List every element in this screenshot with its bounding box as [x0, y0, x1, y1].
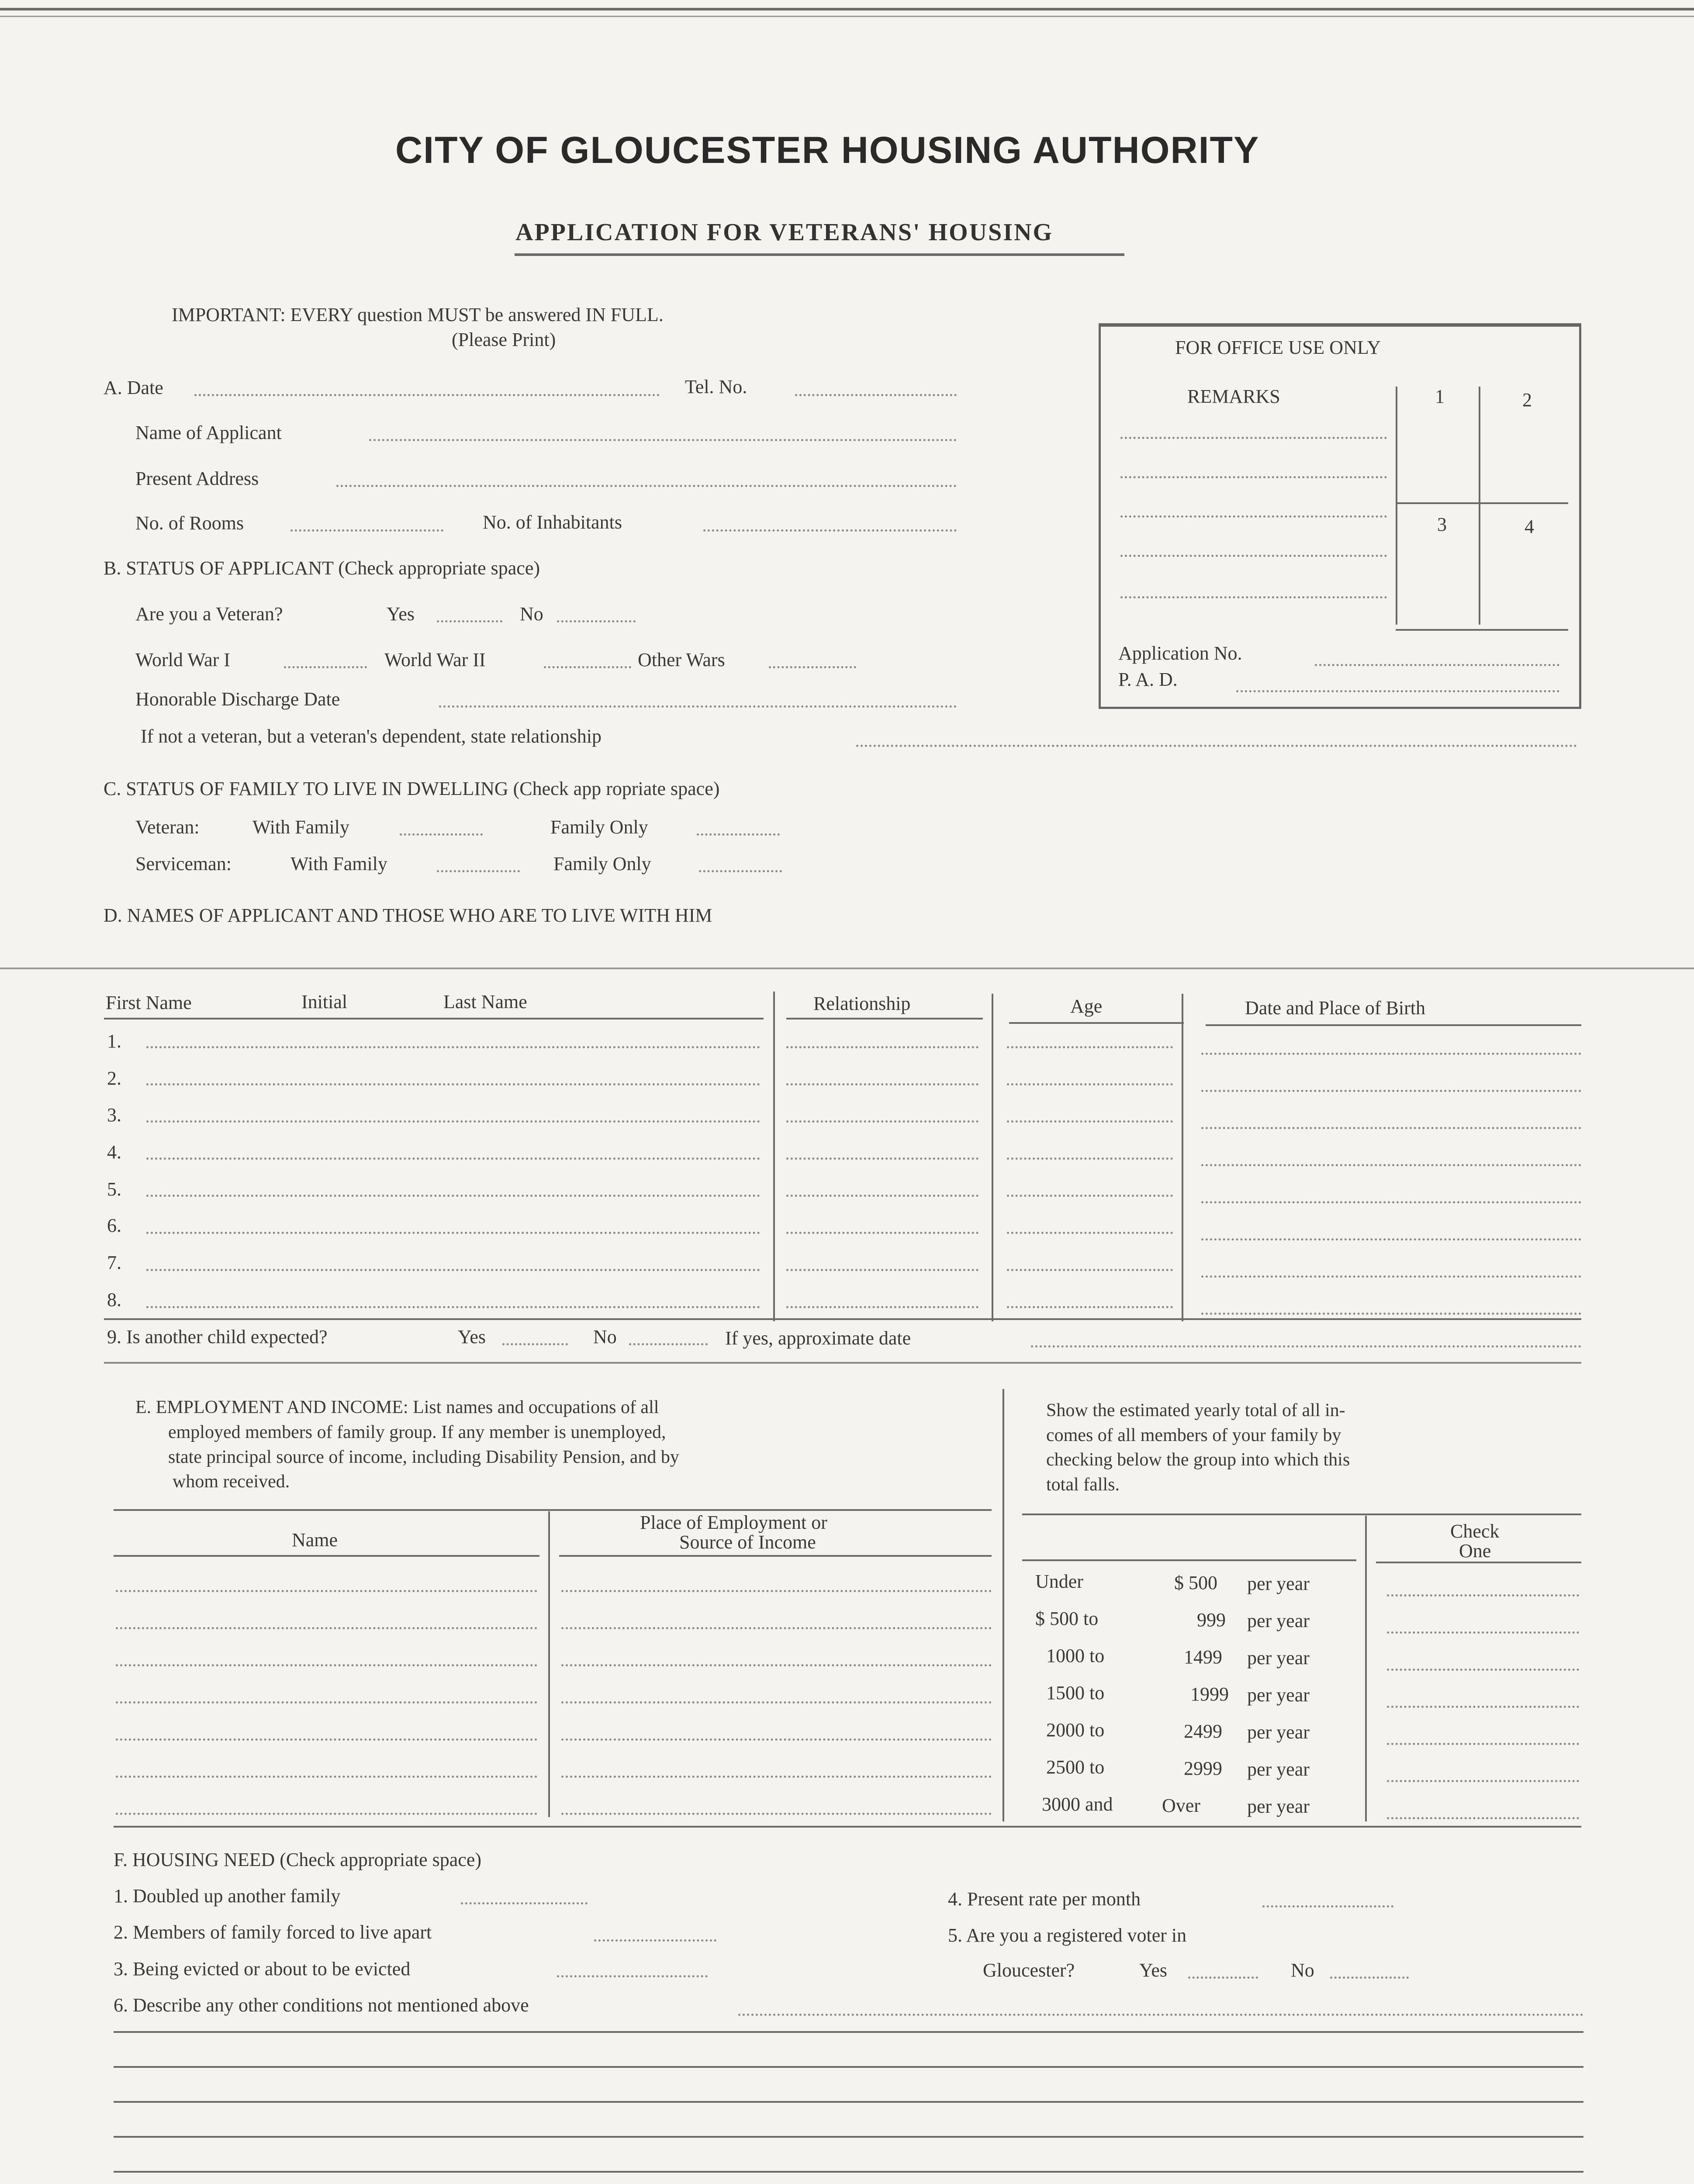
veteran-yes-field[interactable]: [437, 620, 502, 622]
col-place-2: Source of Income: [679, 1531, 816, 1553]
inhabitants-field[interactable]: [703, 529, 957, 532]
household-header-rule-4: [1206, 1024, 1581, 1026]
age-field[interactable]: [1007, 1158, 1173, 1160]
rooms-field[interactable]: [290, 529, 443, 532]
veteran-label: Veteran:: [135, 816, 200, 838]
relationship-field[interactable]: [786, 1120, 978, 1123]
applicant-name-field[interactable]: [369, 439, 957, 441]
family-status-heading: C. STATUS OF FAMILY TO LIVE IN DWELLING (Check app ropriate space): [104, 778, 720, 799]
employee-name-field[interactable]: [116, 1664, 537, 1666]
birth-field[interactable]: [1201, 1201, 1581, 1203]
other-conditions-field[interactable]: [738, 2014, 1583, 2016]
housing-need-item-6: 6. Describe any other conditions not mentioned above: [114, 1994, 529, 2016]
income-header-rule: [1022, 1559, 1356, 1561]
employment-col-divider: [548, 1511, 550, 1817]
other-wars-field[interactable]: [769, 666, 856, 668]
ww1-field[interactable]: [284, 666, 367, 668]
employment-heading-2: employed members of family group. If any member is unemployed,: [168, 1422, 666, 1442]
household-col-divider-1: [773, 992, 775, 1321]
household-heading: D. NAMES OF APPLICANT AND THOSE WHO ARE TO LIVE WITH HIM: [104, 905, 712, 926]
household-col-divider-3: [1182, 994, 1183, 1321]
employment-heading-1: E. EMPLOYMENT AND INCOME: List names and occupations of all: [135, 1397, 659, 1417]
employment-place-field[interactable]: [561, 1738, 992, 1741]
serviceman-with-family-field[interactable]: [437, 870, 520, 872]
income-instruction-3: checking below the group into which this: [1046, 1450, 1350, 1470]
office-remarks-line-4: [1120, 555, 1387, 557]
employment-header-rule: [114, 1555, 539, 1557]
discharge-label: Honorable Discharge Date: [135, 688, 340, 710]
household-header-rule-2: [786, 1018, 983, 1019]
housing-need-item-1-field[interactable]: [461, 1902, 588, 1904]
tel-label: Tel. No.: [685, 376, 747, 397]
office-remarks-line-2: [1120, 476, 1387, 478]
child-date-label: If yes, approximate date: [725, 1327, 911, 1349]
date-field[interactable]: [194, 394, 660, 396]
income-from: 1000 to: [1046, 1645, 1105, 1666]
income-check-field[interactable]: [1387, 1669, 1579, 1671]
relationship-field[interactable]: [786, 1306, 978, 1308]
income-from: Under: [1035, 1571, 1083, 1592]
other-conditions-line-2[interactable]: [114, 2066, 1583, 2068]
relationship-field[interactable]: [786, 1195, 978, 1197]
office-use-title: FOR OFFICE USE ONLY: [1175, 337, 1381, 358]
serviceman-family-only-label: Family Only: [553, 853, 651, 874]
employment-place-field[interactable]: [561, 1664, 992, 1666]
office-col-4: 4: [1525, 516, 1534, 537]
housing-need-item-3-field[interactable]: [557, 1975, 708, 1977]
income-unit: per year: [1247, 1721, 1310, 1743]
serviceman-family-only-field[interactable]: [699, 870, 782, 872]
col-last-name: Last Name: [443, 991, 527, 1013]
age-field[interactable]: [1007, 1083, 1173, 1085]
employment-place-field[interactable]: [561, 1590, 992, 1592]
income-check-field[interactable]: [1387, 1706, 1579, 1708]
office-remarks-line-1: [1120, 437, 1387, 439]
income-check-field[interactable]: [1387, 1817, 1579, 1819]
veteran-family-only-label: Family Only: [550, 816, 648, 838]
office-remarks-line-5: [1120, 596, 1387, 598]
birth-field[interactable]: [1201, 1053, 1581, 1055]
employment-heading-4: whom received.: [173, 1472, 290, 1492]
employee-name-field[interactable]: [116, 1590, 537, 1592]
birth-field[interactable]: [1201, 1127, 1581, 1129]
office-col-1: 1: [1435, 386, 1445, 407]
col-first-name: First Name: [106, 992, 192, 1013]
veteran-yes-label: Yes: [387, 603, 415, 625]
page-title: CITY OF GLOUCESTER HOUSING AUTHORITY: [395, 129, 1260, 171]
office-divider-h: [1396, 502, 1568, 504]
household-header-rule-3: [1009, 1022, 1184, 1024]
household-row-number: 3.: [107, 1104, 121, 1126]
household-row-number: 6.: [107, 1215, 121, 1236]
income-unit: per year: [1247, 1796, 1310, 1817]
office-col-2: 2: [1522, 389, 1532, 411]
income-check-field[interactable]: [1387, 1594, 1579, 1597]
office-application-no-field[interactable]: [1315, 664, 1559, 666]
ww2-field[interactable]: [544, 666, 631, 668]
veteran-with-family-label: With Family: [252, 816, 349, 838]
col-age: Age: [1070, 995, 1103, 1017]
income-to: 1499: [1184, 1646, 1222, 1668]
employee-name-field[interactable]: [116, 1776, 537, 1778]
present-address-field[interactable]: [336, 485, 957, 487]
employment-place-field[interactable]: [561, 1776, 992, 1778]
housing-need-item-3: 3. Being evicted or about to be evicted: [114, 1958, 411, 1980]
col-birth: Date and Place of Birth: [1245, 997, 1425, 1019]
income-unit: per year: [1247, 1610, 1310, 1631]
housing-need-item-5: 5. Are you a registered voter in: [948, 1925, 1187, 1946]
applicant-name-label: Name of Applicant: [135, 422, 282, 443]
office-application-no: Application No.: [1118, 643, 1242, 664]
age-field[interactable]: [1007, 1232, 1173, 1234]
other-conditions-line-3[interactable]: [114, 2101, 1583, 2103]
birth-field[interactable]: [1201, 1238, 1581, 1241]
income-unit: per year: [1247, 1684, 1310, 1706]
other-wars-label: Other Wars: [638, 649, 725, 670]
top-border: [0, 8, 1694, 10]
birth-field[interactable]: [1201, 1090, 1581, 1092]
office-col-3: 3: [1437, 514, 1447, 535]
income-instruction-2: comes of all members of your family by: [1046, 1425, 1341, 1445]
rent-field[interactable]: [1262, 1905, 1393, 1908]
household-col-divider-2: [992, 994, 993, 1321]
household-top-rule: [0, 968, 1694, 969]
age-field[interactable]: [1007, 1120, 1173, 1123]
col-relationship: Relationship: [813, 993, 911, 1014]
housing-need-item-2: 2. Members of family forced to live apart: [114, 1921, 432, 1943]
child-no-label: No: [593, 1326, 617, 1348]
serviceman-label: Serviceman:: [135, 853, 232, 874]
office-divider-h2: [1396, 629, 1568, 631]
employment-place-field[interactable]: [561, 1701, 992, 1704]
section-d-rule: [104, 1362, 1581, 1364]
income-unit: per year: [1247, 1759, 1310, 1780]
employee-name-field[interactable]: [116, 1738, 537, 1741]
col-place-1: Place of Employment or: [640, 1512, 827, 1533]
check-header-rule: [1376, 1562, 1581, 1563]
child-expected-question: 9. Is another child expected?: [107, 1326, 328, 1348]
name-field[interactable]: [146, 1306, 760, 1308]
income-col-divider: [1365, 1516, 1367, 1821]
household-row-number: 7.: [107, 1252, 121, 1273]
household-row-number: 2.: [107, 1068, 121, 1089]
income-unit: per year: [1247, 1647, 1310, 1669]
income-from: 2000 to: [1046, 1719, 1105, 1741]
household-row-number: 4.: [107, 1141, 121, 1163]
birth-field[interactable]: [1201, 1313, 1581, 1315]
office-remarks-label: REMARKS: [1187, 386, 1280, 407]
income-instruction-4: total falls.: [1046, 1475, 1120, 1495]
serviceman-with-family-label: With Family: [290, 853, 387, 874]
birth-field[interactable]: [1201, 1275, 1581, 1278]
relationship-field[interactable]: [786, 1158, 978, 1160]
rooms-label: No. of Rooms: [135, 512, 244, 534]
voter-no-field[interactable]: [1330, 1977, 1409, 1979]
other-conditions-line-4[interactable]: [114, 2136, 1583, 2138]
age-field[interactable]: [1007, 1046, 1173, 1048]
age-field[interactable]: [1007, 1269, 1173, 1271]
office-divider-2: [1479, 387, 1480, 625]
child-yes-label: Yes: [458, 1326, 486, 1348]
page-subtitle: APPLICATION FOR VETERANS' HOUSING: [515, 219, 1054, 246]
discharge-field[interactable]: [439, 705, 957, 708]
employment-place-field[interactable]: [561, 1627, 992, 1629]
name-field[interactable]: [146, 1120, 760, 1123]
income-to: 1999: [1190, 1683, 1229, 1705]
household-row-number: 5.: [107, 1178, 121, 1200]
employee-name-field[interactable]: [116, 1813, 537, 1815]
office-pad: P. A. D.: [1118, 669, 1178, 690]
child-yes-field[interactable]: [502, 1343, 568, 1345]
office-remarks-line-3: [1120, 515, 1387, 518]
housing-need-item-5b: Gloucester?: [983, 1959, 1075, 1981]
income-to: 2999: [1184, 1758, 1222, 1779]
income-to: 2499: [1184, 1721, 1222, 1742]
employment-heading-3: state principal source of income, including Disability Pension, and by: [168, 1447, 679, 1467]
income-check-field[interactable]: [1387, 1780, 1579, 1782]
child-no-field[interactable]: [629, 1343, 708, 1345]
present-address-label: Present Address: [135, 468, 259, 489]
age-field[interactable]: [1007, 1306, 1173, 1308]
other-conditions-line-1[interactable]: [114, 2031, 1583, 2033]
veteran-no-label: No: [520, 603, 543, 625]
col-initial: Initial: [301, 991, 348, 1013]
top-border-2: [0, 16, 1694, 17]
household-header-rule-1: [104, 1018, 764, 1019]
office-pad-field[interactable]: [1236, 690, 1559, 692]
tel-field[interactable]: [795, 394, 957, 396]
name-field[interactable]: [146, 1046, 760, 1048]
housing-need-heading: F. HOUSING NEED (Check appropriate space): [114, 1849, 482, 1870]
household-row-number: 1.: [107, 1030, 121, 1052]
section-e-bottom-rule: [114, 1826, 1581, 1828]
income-check-field[interactable]: [1387, 1743, 1579, 1745]
housing-need-item-4: 4. Present rate per month: [948, 1888, 1141, 1910]
dependent-field[interactable]: [856, 745, 1577, 747]
income-from: 3000 and: [1042, 1794, 1113, 1815]
housing-need-item-2-field[interactable]: [594, 1939, 716, 1942]
child-date-field[interactable]: [1031, 1345, 1581, 1348]
income-from: 1500 to: [1046, 1682, 1105, 1704]
income-from: 2500 to: [1046, 1756, 1105, 1778]
dependent-label: If not a veteran, but a veteran's dependent, state relationship: [141, 726, 602, 747]
other-conditions-line-5[interactable]: [114, 2171, 1583, 2173]
name-field[interactable]: [146, 1232, 760, 1234]
employee-name-field[interactable]: [116, 1627, 537, 1629]
household-bottom-rule: [104, 1318, 1581, 1320]
relationship-field[interactable]: [786, 1083, 978, 1085]
income-from: $ 500 to: [1035, 1608, 1099, 1629]
relationship-field[interactable]: [786, 1269, 978, 1271]
veteran-family-only-field[interactable]: [697, 833, 780, 836]
veteran-no-field[interactable]: [557, 620, 636, 622]
income-check-field[interactable]: [1387, 1631, 1579, 1634]
col-check-1: Check: [1450, 1521, 1500, 1542]
income-to: $ 500: [1174, 1572, 1217, 1593]
important-note: IMPORTANT: EVERY question MUST be answered IN FULL.: [172, 304, 664, 325]
relationship-field[interactable]: [786, 1232, 978, 1234]
voter-yes-field[interactable]: [1188, 1977, 1258, 1979]
col-emp-name: Name: [292, 1529, 338, 1551]
income-unit: per year: [1247, 1573, 1310, 1594]
birth-field[interactable]: [1201, 1164, 1581, 1166]
income-to: 999: [1197, 1609, 1226, 1631]
relationship-field[interactable]: [786, 1046, 978, 1048]
employee-name-field[interactable]: [116, 1701, 537, 1704]
household-row-number: 8.: [107, 1289, 121, 1310]
ww2-label: World War II: [384, 649, 486, 670]
office-divider-1: [1396, 387, 1397, 625]
voter-yes-label: Yes: [1139, 1959, 1168, 1981]
income-to: Over: [1162, 1795, 1200, 1816]
name-field[interactable]: [146, 1269, 760, 1271]
date-label: A. Date: [104, 377, 163, 398]
income-instruction-1: Show the estimated yearly total of all in-: [1046, 1400, 1345, 1420]
col-check-2: One: [1459, 1540, 1491, 1562]
section-e-divider: [1003, 1389, 1004, 1821]
name-field[interactable]: [146, 1195, 760, 1197]
please-print: (Please Print): [452, 329, 556, 350]
employment-place-field[interactable]: [561, 1813, 992, 1815]
subtitle-underline: [515, 253, 1124, 256]
name-field[interactable]: [146, 1158, 760, 1160]
housing-need-item-1: 1. Doubled up another family: [114, 1885, 341, 1907]
ww1-label: World War I: [135, 649, 230, 670]
inhabitants-label: No. of Inhabitants: [483, 511, 622, 533]
income-table-top: [1022, 1514, 1581, 1515]
employment-table-top: [114, 1509, 992, 1511]
status-applicant-heading: B. STATUS OF APPLICANT (Check appropriate space): [104, 557, 540, 579]
employment-header-rule-2: [559, 1555, 992, 1557]
voter-no-label: No: [1291, 1959, 1314, 1981]
age-field[interactable]: [1007, 1195, 1173, 1197]
name-field[interactable]: [146, 1083, 760, 1085]
veteran-question: Are you a Veteran?: [135, 603, 283, 625]
veteran-with-family-field[interactable]: [400, 833, 483, 836]
